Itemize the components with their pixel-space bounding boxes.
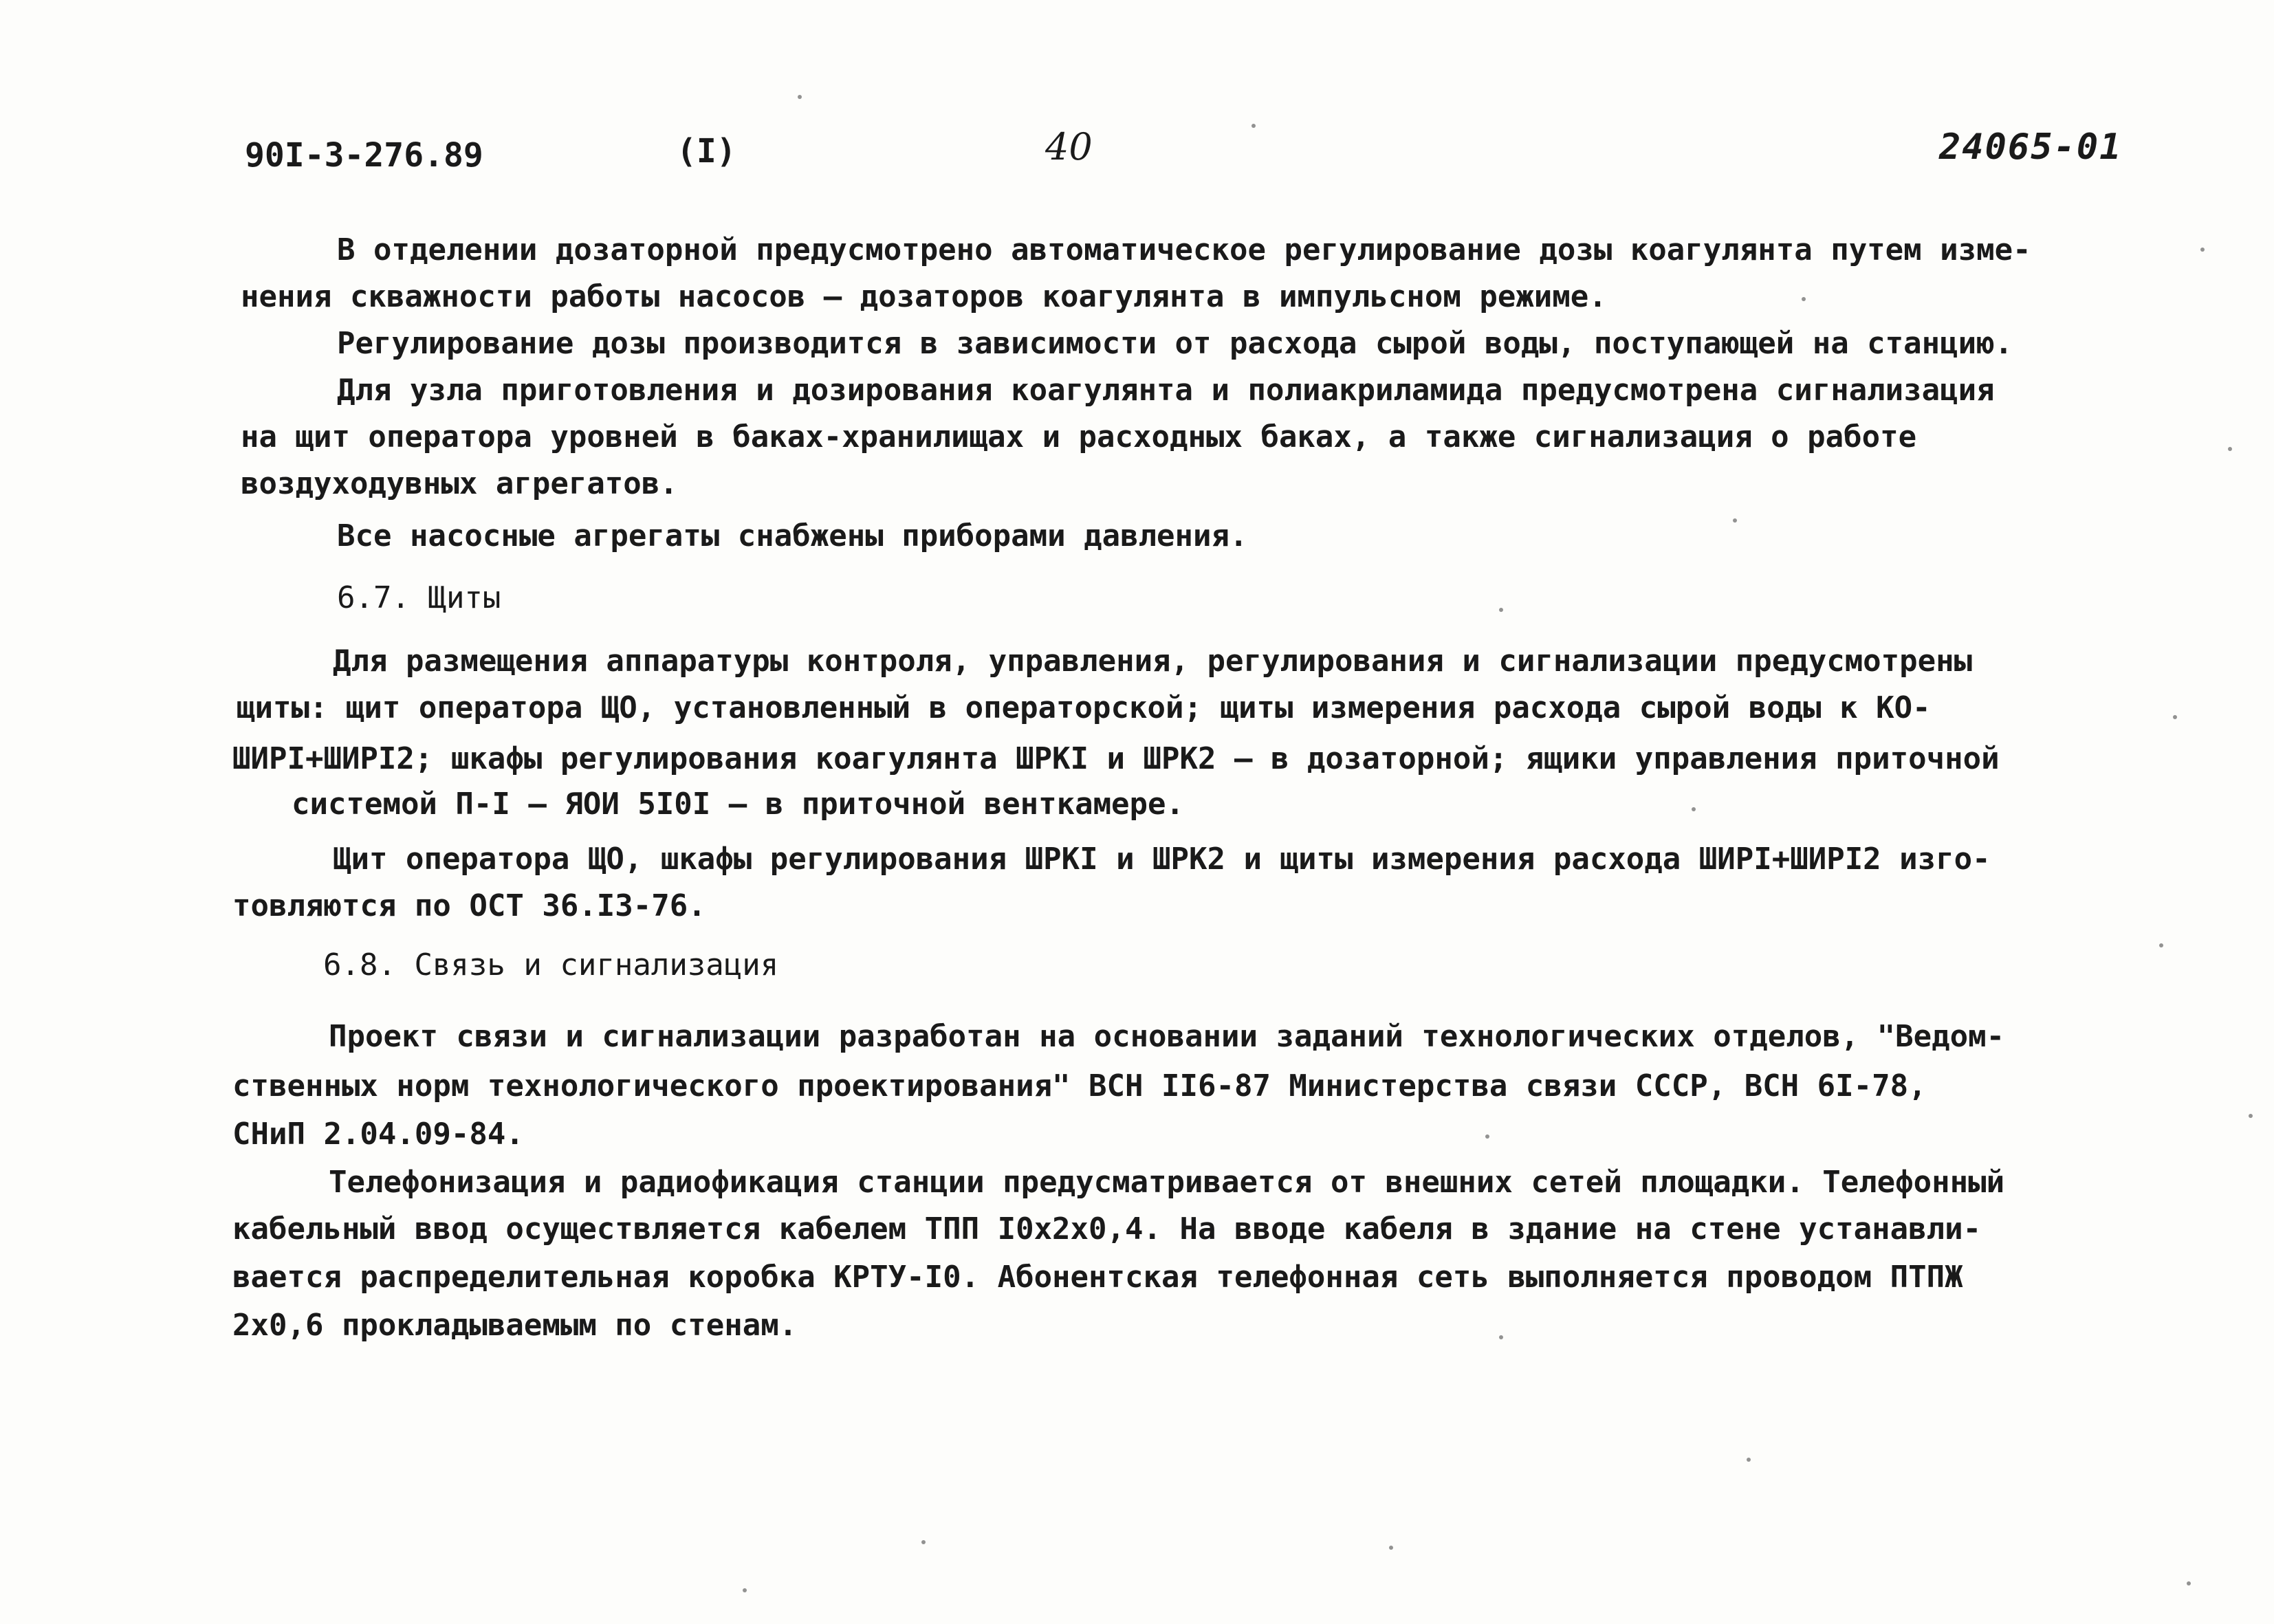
scan-speck	[2200, 248, 2205, 252]
scan-speck	[2249, 1114, 2253, 1118]
scan-speck	[2159, 943, 2163, 947]
scan-speck	[1485, 1134, 1489, 1139]
scan-speck	[1802, 297, 1806, 301]
document-part: (I)	[677, 132, 736, 171]
paragraph-line: воздуходувных агрегатов.	[241, 466, 678, 501]
paragraph-line: товляются по ОСТ 36.I3-76.	[232, 888, 706, 923]
scan-speck	[1251, 124, 1256, 128]
scan-speck	[2228, 447, 2232, 451]
paragraph-line: Все насосные агрегаты снабжены приборами давления.	[337, 518, 1248, 553]
scan-speck	[1692, 807, 1696, 811]
scan-speck	[1499, 1335, 1503, 1339]
scan-speck	[2173, 715, 2177, 719]
document-code: 90I-3-276.89	[245, 136, 483, 175]
scan-speck	[1733, 518, 1737, 523]
scan-speck	[798, 95, 802, 99]
paragraph-line: ШИРI+ШИРI2; шкафы регулирования коагулянта ШРКI и ШРК2 – в дозаторной; ящики управления приточной	[232, 741, 2000, 776]
paragraph-line: на щит оператора уровней в баках-хранилищах и расходных баках, а также сигнализация о работе	[241, 419, 1917, 454]
paragraph-line: щиты: щит оператора ЩО, установленный в операторской; щиты измерения расхода сырой воды к КО-	[237, 690, 1931, 725]
inventory-number: 24065-01	[1939, 127, 2123, 168]
paragraph-line: системой П-I – ЯОИ 5I0I – в приточной венткамере.	[292, 787, 1185, 822]
scan-speck	[1499, 608, 1503, 612]
paragraph-line: СНиП 2.04.09-84.	[232, 1117, 524, 1152]
paragraph-line: 2х0,6 прокладываемым по стенам.	[232, 1308, 798, 1343]
paragraph-line: Щит оператора ЩО, шкафы регулирования ШРКI и ШРК2 и щиты измерения расхода ШИРI+ШИРI2 изго-	[333, 842, 1991, 877]
paragraph-line: Для узла приготовления и дозирования коагулянта и полиакриламида предусмотрена сигнализация	[337, 373, 1995, 408]
scan-speck	[921, 1540, 926, 1544]
scan-speck	[2187, 1581, 2191, 1585]
scan-speck	[743, 1588, 747, 1592]
section-heading: 6.7. Щиты	[337, 580, 501, 615]
paragraph-line: ственных норм технологического проектирования" ВСН II6-87 Министерства связи СССР, ВСН 6I-78,	[232, 1068, 1927, 1104]
scan-speck	[1747, 1458, 1751, 1462]
scan-speck	[1389, 1546, 1393, 1550]
paragraph-line: Регулирование дозы производится в зависимости от расхода сырой воды, поступающей на станцию.	[337, 326, 2013, 361]
paragraph-line: Для размещения аппаратуры контроля, управления, регулирования и сигнализации предусмотрены	[333, 644, 1973, 679]
paragraph-line: вается распределительная коробка КРТУ-I0. Абонентская телефонная сеть выполняется проводом ПТПЖ	[232, 1260, 1963, 1295]
paragraph-line: Телефонизация и радиофикация станции предусматривается от внешних сетей площадки. Телефонный	[329, 1165, 2005, 1200]
paragraph-line: Проект связи и сигнализации разработан на основании заданий технологических отделов, "Ведом-	[329, 1019, 2005, 1054]
paragraph-line: нения скважности работы насосов – дозаторов коагулянта в импульсном режиме.	[241, 279, 1607, 314]
page-number: 40	[1045, 125, 1093, 168]
section-heading: 6.8. Связь и сигнализация	[323, 947, 779, 983]
paragraph-line: кабельный ввод осуществляется кабелем ТПП I0х2х0,4. На вводе кабеля в здание на стене устанавли-	[232, 1211, 1982, 1247]
paragraph-line: В отделении дозаторной предусмотрено автоматическое регулирование дозы коагулянта путем изме-	[337, 232, 2031, 267]
